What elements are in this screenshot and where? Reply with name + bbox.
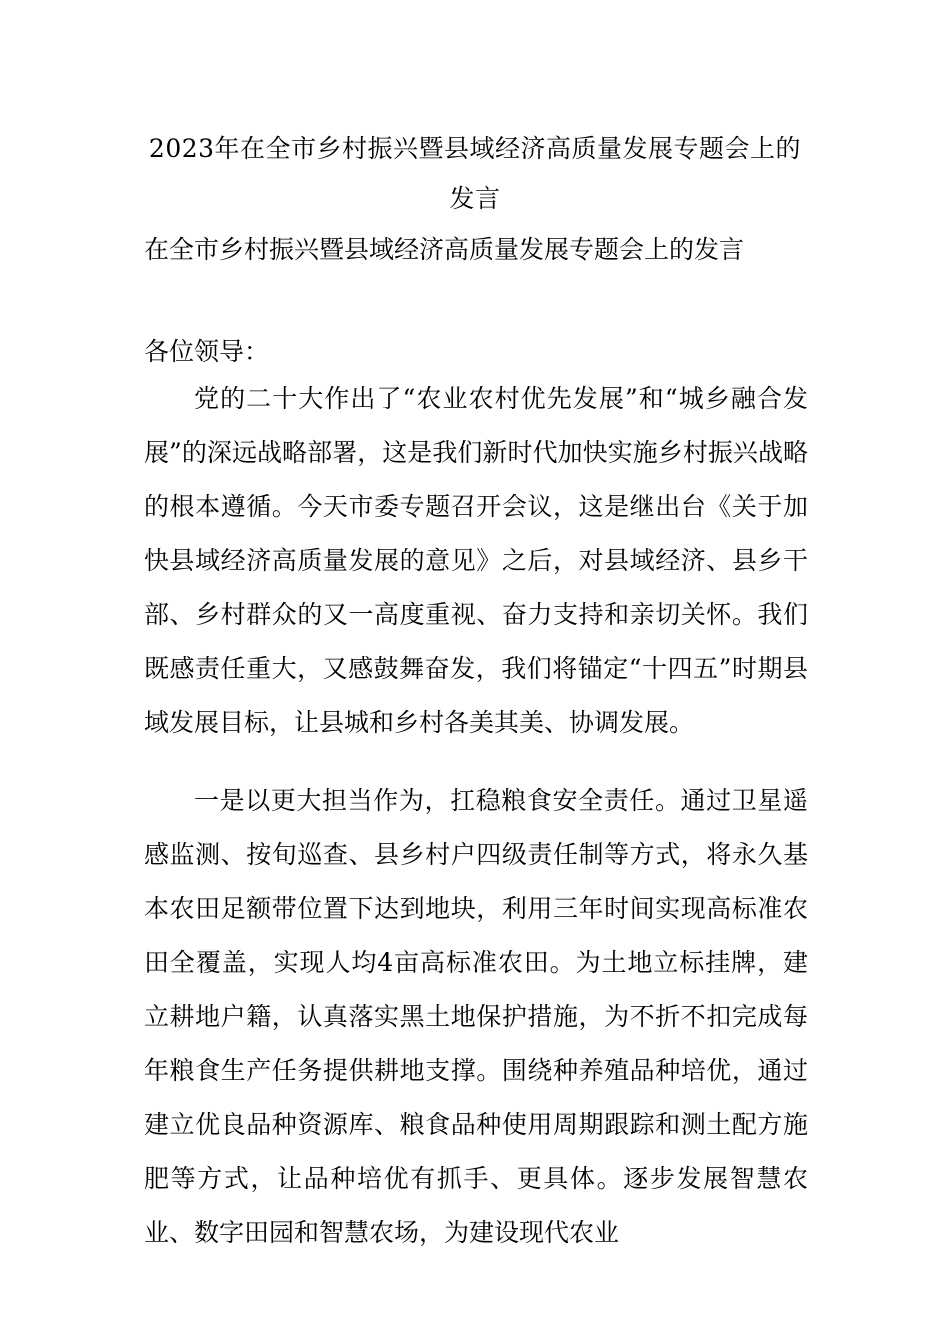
salutation: 各位领导： [144, 337, 270, 366]
paragraph-2: 一是以更大担当作为，扛稳粮食安全责任。通过卫星遥感监测、按旬巡查、县乡村户四级责任制等方式，将永久基本农田足额带位置下达到地块，利用三年时间实现高标准农田全覆盖，实现人均4亩高标准农田。为土地立标挂牌，建立耕地户籍，认真落实黑土地保护措施，为不折不扣完成每年粮食生产任务提供耕地支撑。围绕种养殖品种培优，通过建立优良品种资源库、粮食品种使用周期跟踪和测土配方施肥等方式，让品种培优有抓手、更具体。逐步发展智慧农业、数字田园和智慧农场，为建设现代农业 [144, 786, 808, 1247]
document-title: 2023年在全市乡村振兴暨县域经济高质量发展专题会上的发言 [148, 134, 802, 213]
document-subtitle: 在全市乡村振兴暨县域经济高质量发展专题会上的发言 [144, 235, 745, 264]
paragraph-1: 党的二十大作出了“农业农村优先发展”和“城乡融合发展”的深远战略部署，这是我们新时代加快实施乡村振兴战略的根本遵循。今天市委专题召开会议，这是继出台《关于加快县域经济高质量发展的意见》之后，对县域经济、县乡干部、乡村群众的又一高度重视、奋力支持和亲切关怀。我们既感责任重大，又感鼓舞奋发，我们将锚定“十四五”时期县域发展目标，让县城和乡村各美其美、协调发展。 [144, 384, 808, 737]
